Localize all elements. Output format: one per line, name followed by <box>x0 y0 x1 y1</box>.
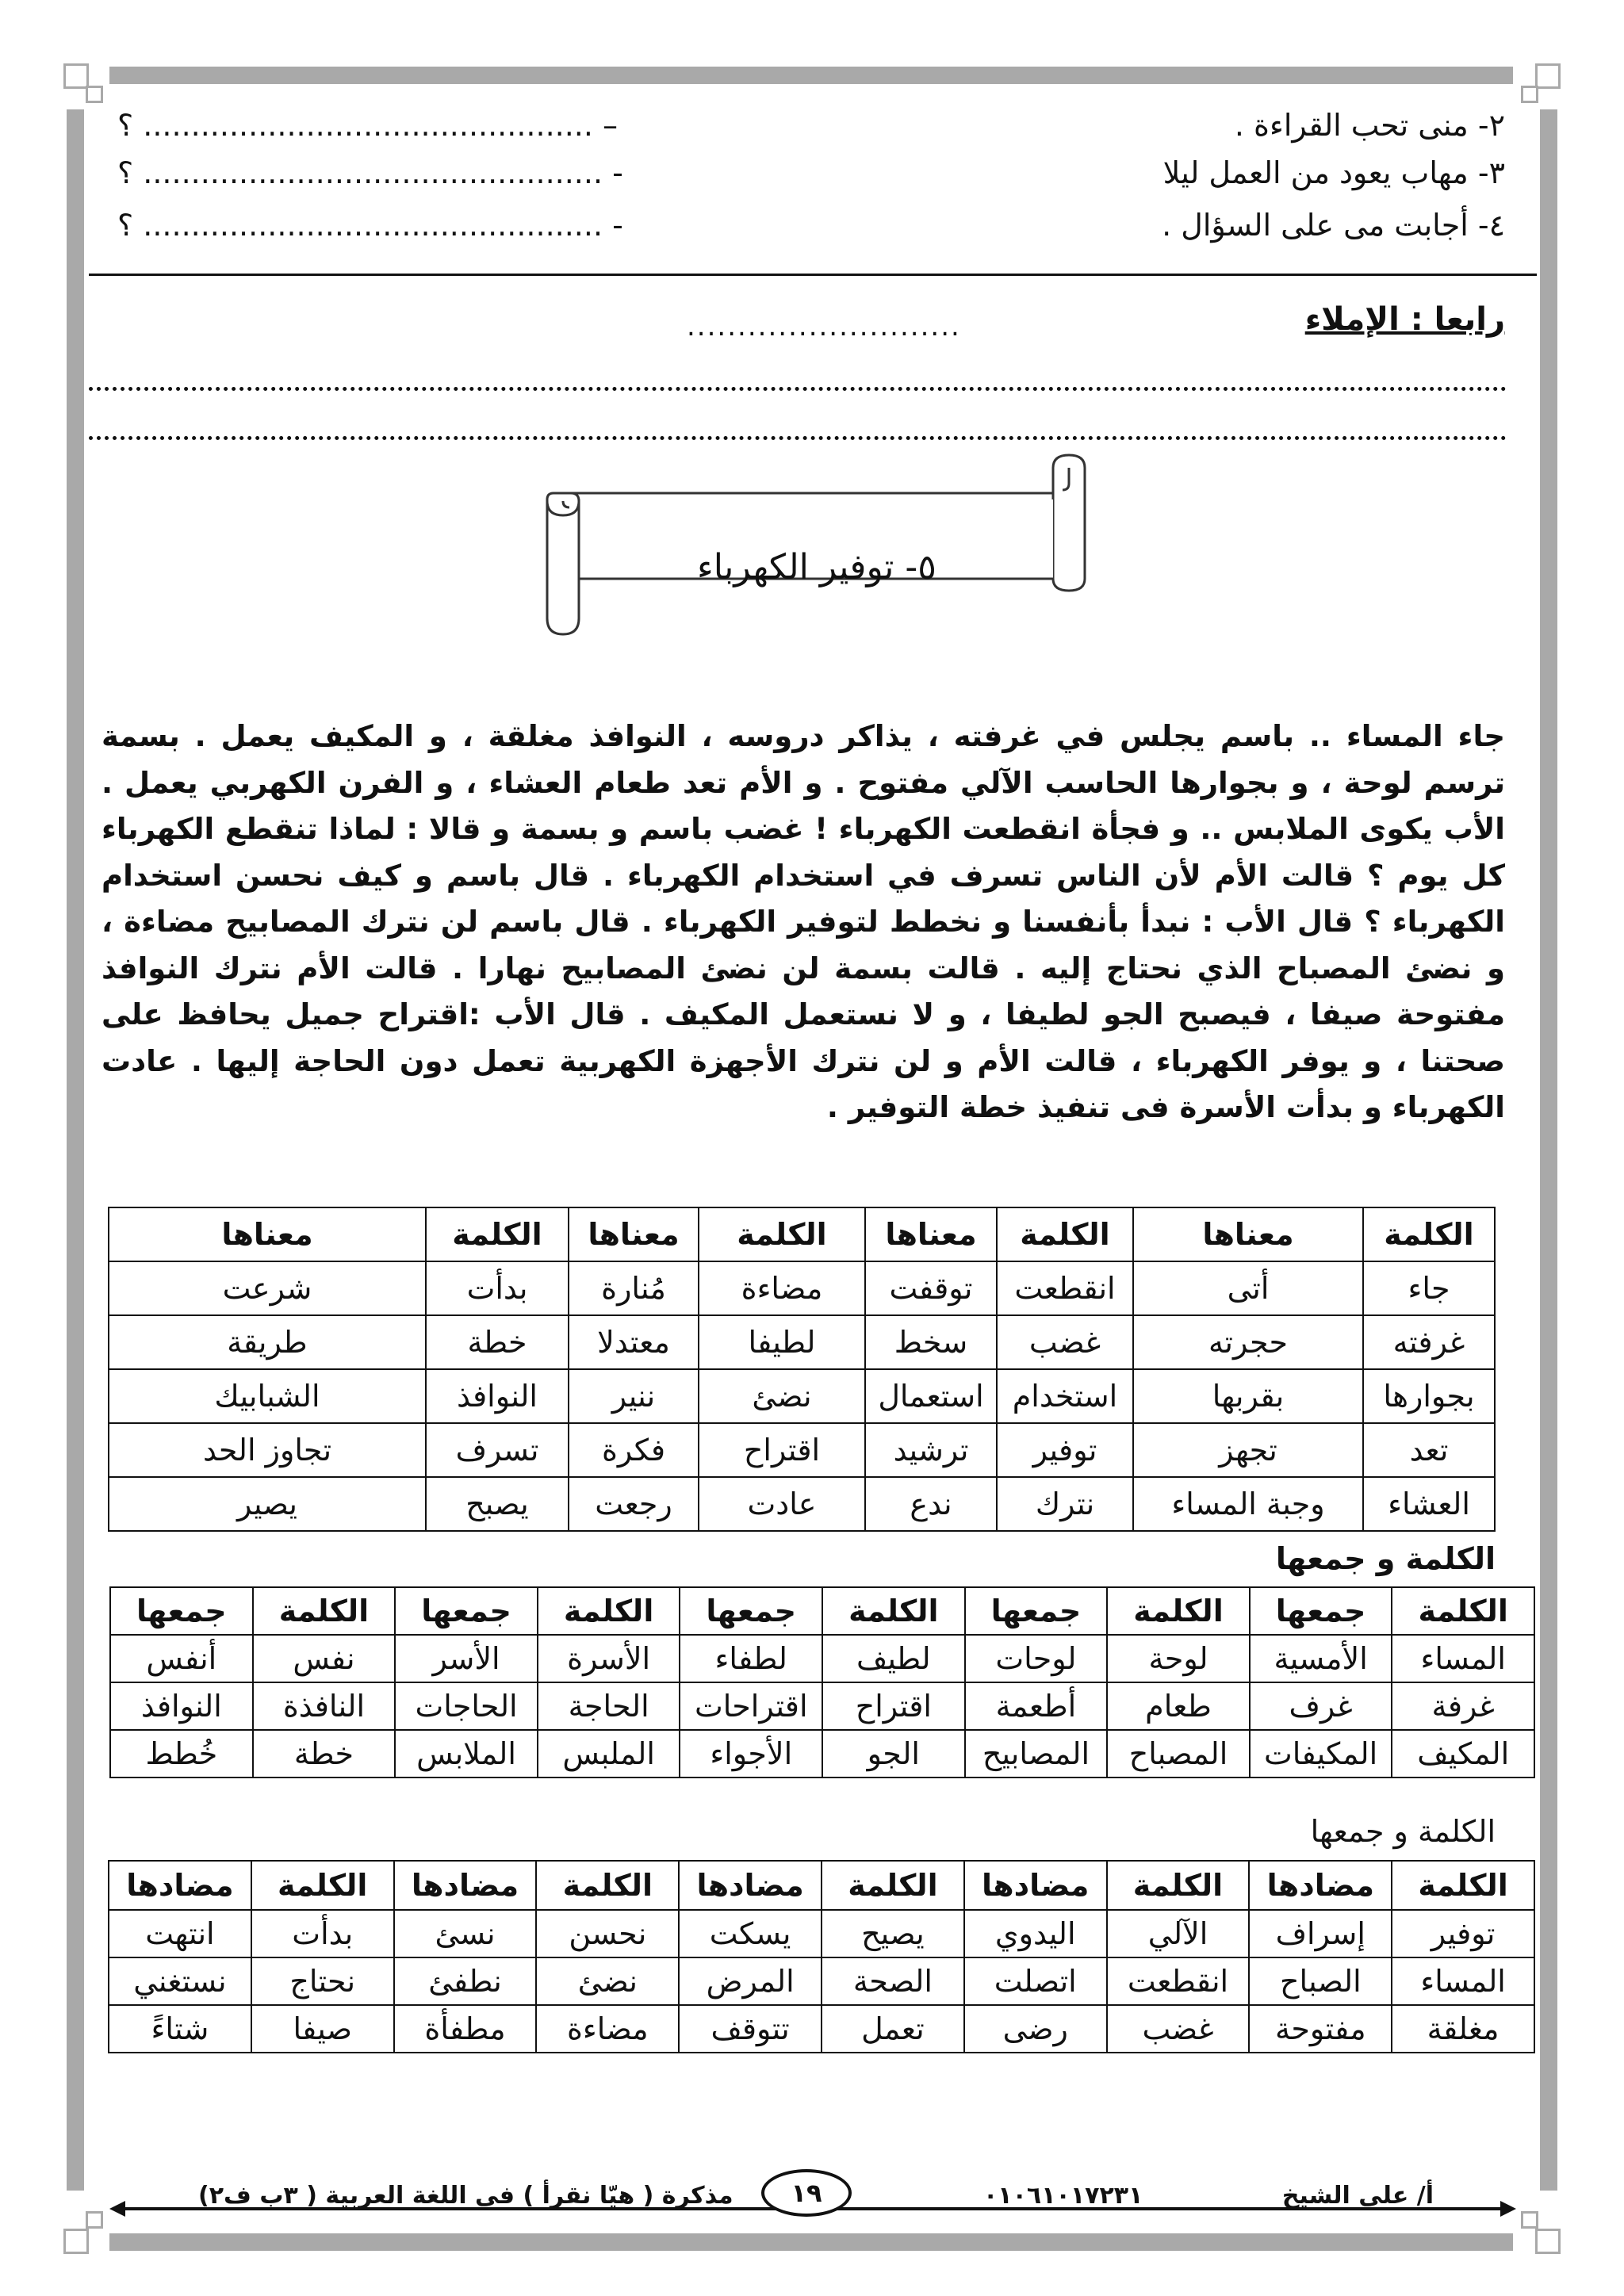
table-cell: المكيف <box>1392 1730 1534 1777</box>
footer-rule-end <box>1500 2201 1516 2217</box>
table-cell: خطة <box>426 1315 569 1369</box>
table-cell: مفتوحة <box>1249 2005 1392 2053</box>
dictation-line[interactable] <box>89 436 1507 440</box>
table-cell: نفس <box>253 1635 396 1682</box>
table-cell: غضب <box>997 1315 1133 1369</box>
table-cell: اقتراح <box>822 1682 965 1730</box>
table-cell: المرض <box>679 1957 822 2005</box>
table-cell: الأمسية <box>1250 1635 1392 1682</box>
table-cell: بجوارها <box>1363 1369 1495 1423</box>
table-cell: الشبابيك <box>109 1369 426 1423</box>
table-cell: لطفاء <box>680 1635 822 1682</box>
table-cell: لوحات <box>965 1635 1108 1682</box>
table-header-row <box>109 1861 1534 1910</box>
booklet-title: مذكرة ( هيّا نقرأ ) في اللغة العربية ( ٣ب ف٢) <box>198 2182 733 2210</box>
table-cell: الصحة <box>822 1957 964 2005</box>
reading-paragraph: جاء المساء .. باسم يجلس في غرفته ، يذاكر دروسه ، النوافذ مغلقة ، و المكيف يعمل . بسمة ترسم لوحة ، و بجوارها الحاسب الآلي مفتوح . و الأم تعد طعام العشاء ، و الفرن الكهربي يعمل . الأب يكوى الملابس .. و فجأة انقطعت الكهرباء ! غضب باسم و بسمة و قالا : لماذا تنقطع الكهرباء كل يوم ؟ قالت الأم لأن الناس تسرف في استخدام الكهرباء . قال باسم و كيف نحسن استخدام الكهرباء ؟ قال الأب : نبدأ بأنفسنا و نخطط لتوفير الكهرباء . قال باسم لن نترك المصابيح مضاءة ، و نضئ المصباح الذي نحتاج إليه . قالت بسمة لن نضئ المصابيح نهارا . قالت الأم نترك النوافذ مفتوحة صيفا ، فيصبح الجو لطيفا ، و لا نستعمل المكيف . قال الأب :اقتراح جميل يحافظ على صحتنا ، و يوفر الكهرباء ، قالت الأم و لن نترك الأجهزة الكهربية تعمل دون الحاجة إليها . عادت الكهرباء و بدأت الأسرة فى تنفيذ خطة التوفير . <box>102 719 1505 1124</box>
table-cell: الأسر <box>395 1635 538 1682</box>
table-cell: يصير <box>109 1477 426 1531</box>
phone-number: ٠١٠٦١٠١٧٢٣١ <box>983 2182 1143 2210</box>
table-row <box>110 1730 1534 1777</box>
table-cell: يصيح <box>822 1910 964 1957</box>
header-cell: الكلمة <box>822 1861 964 1910</box>
header-cell: مضادها <box>1249 1861 1392 1910</box>
header-cell: معناها <box>865 1207 997 1261</box>
header-cell: الكلمة <box>1363 1207 1495 1261</box>
border-corner-inner <box>1521 86 1538 103</box>
table-row <box>109 1477 1495 1531</box>
table-row <box>109 1315 1495 1369</box>
question-text: ٤- أجابت مى على السؤال . <box>1162 208 1505 243</box>
table-header-row <box>110 1587 1534 1635</box>
question-row <box>117 203 1505 247</box>
page-border-left <box>67 109 84 2191</box>
table-cell: خُطط <box>110 1730 253 1777</box>
dictation-line[interactable] <box>89 387 1507 391</box>
header-cell: الكلمة <box>538 1587 680 1635</box>
table-cell: نطفئ <box>394 1957 537 2005</box>
header-cell: جمعها <box>395 1587 538 1635</box>
question-text: ٢- منى تحب القراءة . <box>1234 108 1505 143</box>
table-cell: خطة <box>253 1730 396 1777</box>
table-cell: أتى <box>1133 1261 1363 1315</box>
header-cell: الكلمة <box>253 1587 396 1635</box>
antonyms-caption: الكلمة و جمعها <box>1310 1814 1496 1849</box>
table-cell: حجرته <box>1133 1315 1363 1369</box>
table-cell: تجاوز الحد <box>109 1423 426 1477</box>
border-corner-inner <box>86 2211 103 2229</box>
table-cell: توقفت <box>865 1261 997 1315</box>
table-cell: طريقة <box>109 1315 426 1369</box>
page-number: ١٩ <box>761 2169 852 2217</box>
table-cell: الجو <box>822 1730 965 1777</box>
table-cell: الملابس <box>395 1730 538 1777</box>
table-cell: تعد <box>1363 1423 1495 1477</box>
plurals-table <box>109 1586 1535 1778</box>
table-row <box>109 2005 1534 2053</box>
table-cell: شتاءً <box>109 2005 251 2053</box>
header-cell: الكلمة <box>426 1207 569 1261</box>
table-cell: الآلي <box>1107 1910 1250 1957</box>
answer-blank[interactable]: ؟ ............................................... – <box>117 108 619 143</box>
table-cell: معتدلا <box>569 1315 699 1369</box>
header-cell: جمعها <box>680 1587 822 1635</box>
header-cell: الكلمة <box>1107 1587 1250 1635</box>
table-cell: ننير <box>569 1369 699 1423</box>
table-cell: فكرة <box>569 1423 699 1477</box>
header-cell: الكلمة <box>1392 1587 1534 1635</box>
table-cell: استعمال <box>865 1369 997 1423</box>
answer-blank[interactable]: ؟ ................................................ - <box>117 155 623 190</box>
table-cell: انتهت <box>109 1910 251 1957</box>
page-border-bottom <box>109 2233 1513 2251</box>
header-cell: جمعها <box>1250 1587 1392 1635</box>
table-cell: النوافذ <box>426 1369 569 1423</box>
table-cell: تتوقف <box>679 2005 822 2053</box>
table-cell: نستغني <box>109 1957 251 2005</box>
header-cell: الكلمة <box>1107 1861 1250 1910</box>
header-cell: مضادها <box>964 1861 1107 1910</box>
table-cell: نضئ <box>699 1369 865 1423</box>
answer-blank[interactable]: ؟ ................................................ - <box>117 208 623 243</box>
page-border-right <box>1540 109 1557 2191</box>
table-cell: بقربها <box>1133 1369 1363 1423</box>
table-cell: النافذة <box>253 1682 396 1730</box>
table-cell: توفير <box>1392 1910 1534 1957</box>
header-cell: الكلمة <box>251 1861 394 1910</box>
table-cell: المصابيح <box>965 1730 1108 1777</box>
dictation-dots[interactable]: ........................... <box>687 311 961 342</box>
table-cell: أنفس <box>110 1635 253 1682</box>
table-cell: اليدوي <box>964 1910 1107 1957</box>
header-cell: مضادها <box>109 1861 251 1910</box>
table-cell: غضب <box>1107 2005 1250 2053</box>
header-cell: الكلمة <box>997 1207 1133 1261</box>
table-cell: غرفته <box>1363 1315 1495 1369</box>
table-cell: لطيف <box>822 1635 965 1682</box>
header-cell: معناها <box>109 1207 426 1261</box>
table-cell: نحتاج <box>251 1957 394 2005</box>
table-cell: أطعمة <box>965 1682 1108 1730</box>
table-cell: ندع <box>865 1477 997 1531</box>
header-cell: الكلمة <box>699 1207 865 1261</box>
table-cell: يسكت <box>679 1910 822 1957</box>
table-cell: استخدام <box>997 1369 1133 1423</box>
table-cell: نسئ <box>394 1910 537 1957</box>
dictation-heading: رابعا : الإملاء <box>1304 301 1505 338</box>
header-cell: جمعها <box>110 1587 253 1635</box>
header-cell: معناها <box>1133 1207 1363 1261</box>
antonyms-table <box>108 1860 1535 2053</box>
table-cell: المكيفات <box>1250 1730 1392 1777</box>
table-cell: لوحة <box>1107 1635 1250 1682</box>
table-cell: المساء <box>1392 1635 1534 1682</box>
table-cell: الصباح <box>1249 1957 1392 2005</box>
table-cell: إسراف <box>1249 1910 1392 1957</box>
table-cell: صيفا <box>251 2005 394 2053</box>
meanings-table <box>108 1207 1496 1532</box>
border-corner-inner <box>1521 2211 1538 2229</box>
teacher-name: أ/ على الشيخ <box>1281 2182 1434 2210</box>
table-cell: الحاجات <box>395 1682 538 1730</box>
table-cell: المصباح <box>1107 1730 1250 1777</box>
border-corner-inner <box>86 86 103 103</box>
header-cell: جمعها <box>965 1587 1108 1635</box>
table-cell: مُنارة <box>569 1261 699 1315</box>
table-header-row <box>109 1207 1495 1261</box>
table-row <box>109 1957 1534 2005</box>
table-cell: غرف <box>1250 1682 1392 1730</box>
table-cell: مطفأة <box>394 2005 537 2053</box>
table-row <box>109 1423 1495 1477</box>
table-cell: انقطعت <box>1107 1957 1250 2005</box>
header-cell: الكلمة <box>822 1587 965 1635</box>
table-cell: طعام <box>1107 1682 1250 1730</box>
table-cell: جاء <box>1363 1261 1495 1315</box>
table-cell: المساء <box>1392 1957 1534 2005</box>
footer-rule-end <box>109 2201 125 2217</box>
table-cell: الحاجة <box>538 1682 680 1730</box>
table-cell: بدأت <box>251 1910 394 1957</box>
table-row <box>110 1682 1534 1730</box>
table-cell: الملبس <box>538 1730 680 1777</box>
header-cell: مضادها <box>394 1861 537 1910</box>
table-cell: وجبة المساء <box>1133 1477 1363 1531</box>
question-row <box>117 151 1505 195</box>
lesson-title: ٥- توفير الكهرباء <box>697 547 936 587</box>
table-cell: اقتراح <box>699 1423 865 1477</box>
header-cell: معناها <box>569 1207 699 1261</box>
header-cell: الكلمة <box>1392 1861 1534 1910</box>
table-cell: الأسرة <box>538 1635 680 1682</box>
table-row <box>109 1261 1495 1315</box>
table-cell: نحسن <box>536 1910 679 1957</box>
border-corner <box>63 2229 89 2254</box>
table-row <box>109 1369 1495 1423</box>
table-cell: نترك <box>997 1477 1133 1531</box>
table-cell: العشاء <box>1363 1477 1495 1531</box>
table-cell: تعمل <box>822 2005 964 2053</box>
header-cell: الكلمة <box>536 1861 679 1910</box>
table-cell: تجهز <box>1133 1423 1363 1477</box>
table-cell: عادت <box>699 1477 865 1531</box>
page-border-top <box>109 67 1513 84</box>
table-cell: بدأت <box>426 1261 569 1315</box>
border-corner <box>1535 2229 1561 2254</box>
table-cell: مضاءة <box>536 2005 679 2053</box>
table-cell: اقتراحات <box>680 1682 822 1730</box>
table-cell: مغلقة <box>1392 2005 1534 2053</box>
table-cell: رجعت <box>569 1477 699 1531</box>
table-cell: رضى <box>964 2005 1107 2053</box>
table-cell: ترشيد <box>865 1423 997 1477</box>
table-cell: نضئ <box>536 1957 679 2005</box>
table-cell: تسرف <box>426 1423 569 1477</box>
table-cell: يصبح <box>426 1477 569 1531</box>
plurals-caption: الكلمة و جمعها <box>1275 1541 1496 1576</box>
table-cell: اتصلت <box>964 1957 1107 2005</box>
table-cell: النوافذ <box>110 1682 253 1730</box>
table-cell: انقطعت <box>997 1261 1133 1315</box>
table-cell: شرعت <box>109 1261 426 1315</box>
table-cell: توفير <box>997 1423 1133 1477</box>
table-row <box>109 1910 1534 1957</box>
header-cell: مضادها <box>679 1861 822 1910</box>
table-cell: غرفة <box>1392 1682 1534 1730</box>
table-row <box>110 1635 1534 1682</box>
section-divider <box>89 274 1537 276</box>
table-cell: سخط <box>865 1315 997 1369</box>
border-corner <box>1535 63 1561 89</box>
table-cell: مضاءة <box>699 1261 865 1315</box>
table-cell: لطيفا <box>699 1315 865 1369</box>
table-cell: الأجواء <box>680 1730 822 1777</box>
question-text: ٣- مهاب يعود من العمل ليلا <box>1162 155 1505 190</box>
question-row <box>117 103 1505 147</box>
